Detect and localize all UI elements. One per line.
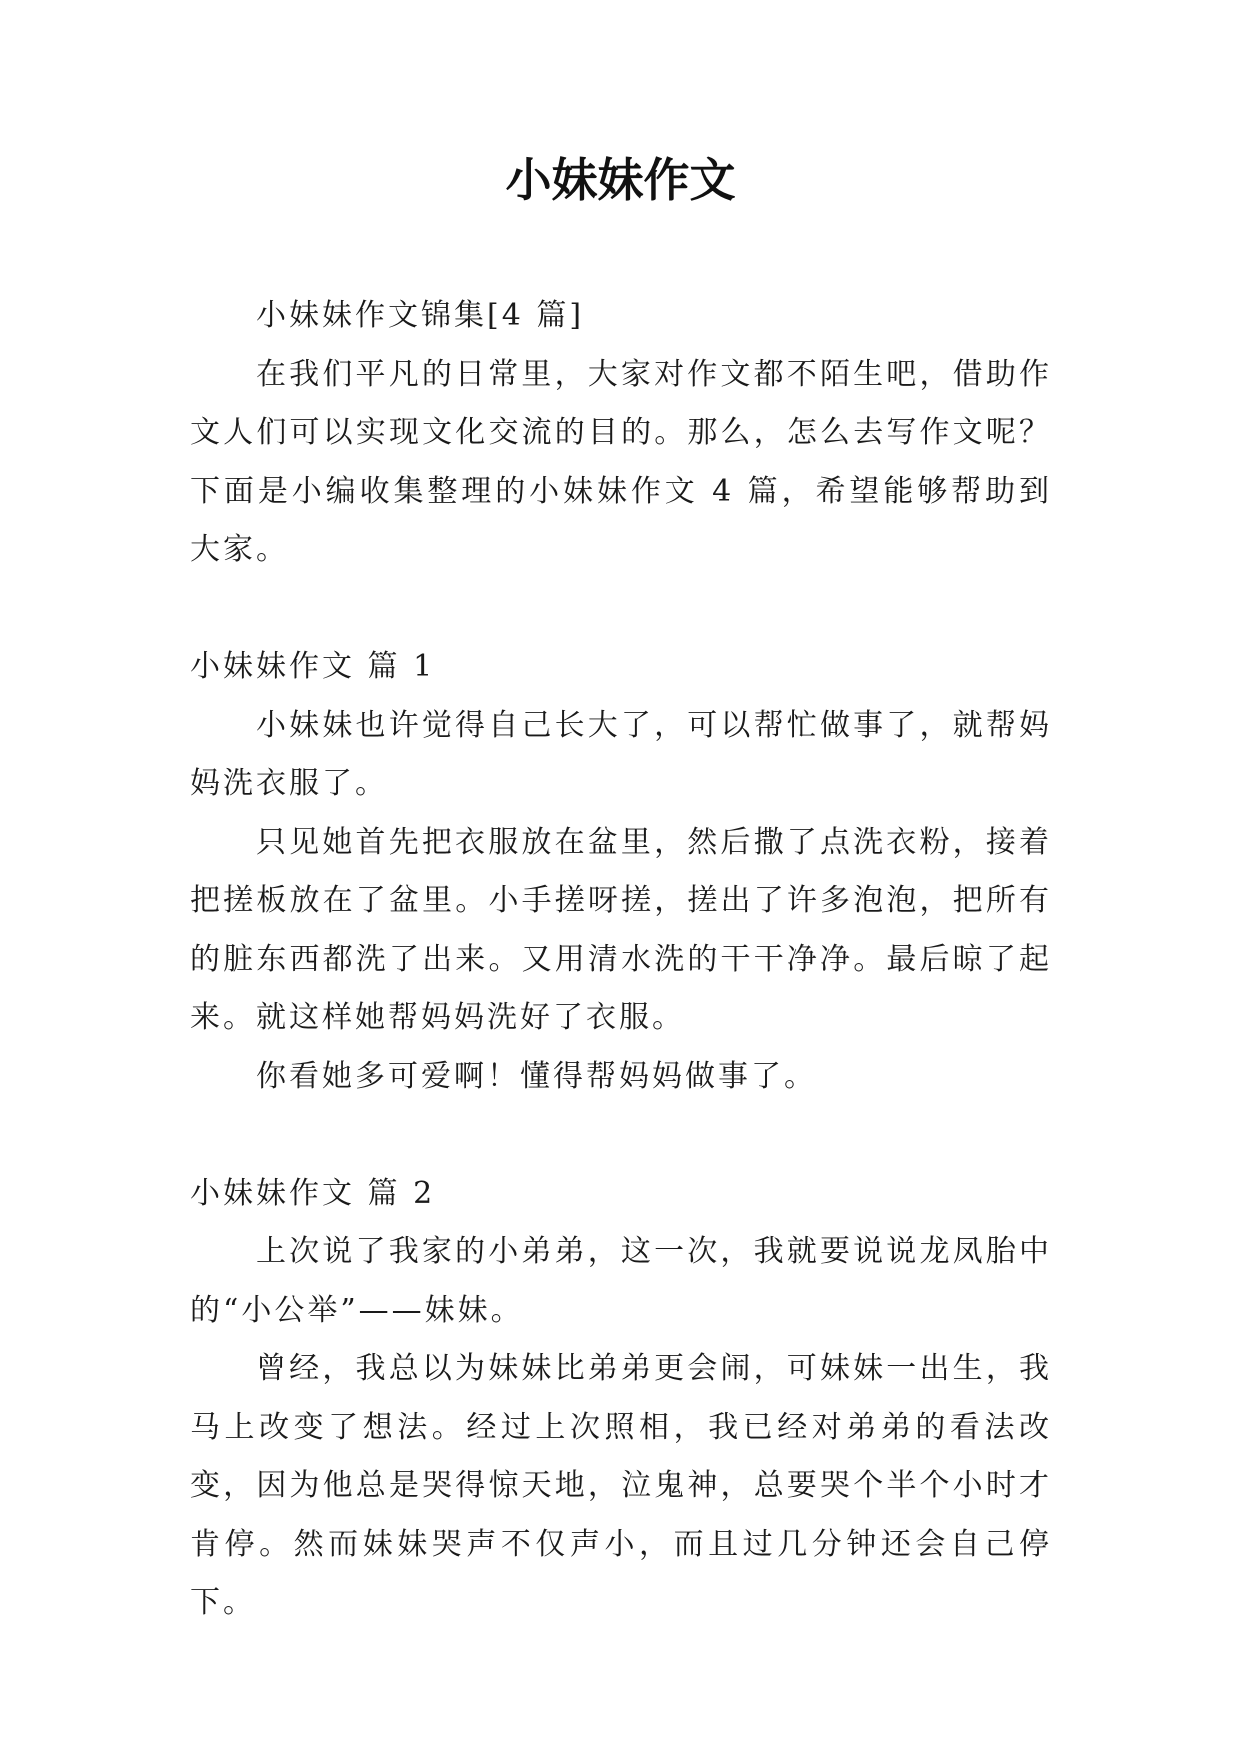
document-subtitle: 小妹妹作文锦集[4 篇] (256, 298, 585, 333)
section-2-paragraph-2: 曾经，我总以为妹妹比弟弟更会闹，可妹妹一出生，我马上改变了想法。经过上次照相，我已经对弟弟的看法改变，因为他总是哭得惊天地，泣鬼神，总要哭个半个小时才肯停。然而妹妹哭声不仅声小，而且过几分钟还会自己停下。 (190, 1351, 1052, 1620)
intro-paragraph: 在我们平凡的日常里，大家对作文都不陌生吧，借助作文人们可以实现文化交流的目的。那么，怎么去写作文呢？下面是小编收集整理的小妹妹作文 4 篇，希望能够帮助到大家。 (190, 356, 1052, 567)
section-1-paragraph-1: 小妹妹也许觉得自己长大了，可以帮忙做事了，就帮妈妈洗衣服了。 (190, 707, 1052, 801)
section-1-paragraph-3: 你看她多可爱啊！懂得帮妈妈做事了。 (256, 1058, 817, 1094)
section-heading-2: 小妹妹作文 篇 2 (190, 1175, 436, 1211)
section-spacer (190, 580, 1052, 639)
section-1-paragraph-2: 只见她首先把衣服放在盆里，然后撒了点洗衣粉，接着把搓板放在了盆里。小手搓呀搓，搓出了许多泡泡，把所有的脏东西都洗了出来。又用清水洗的干干净净。最后晾了起来。就这样她帮妈妈洗好了衣服。 (190, 824, 1052, 1035)
section-2-paragraph-1: 上次说了我家的小弟弟，这一次，我就要说说龙凤胎中的“小公举”——妹妹。 (190, 1234, 1052, 1328)
document-body (190, 287, 1052, 1633)
section-spacer (190, 1106, 1052, 1165)
document-title: 小妹妹作文 (505, 153, 736, 207)
section-heading-1: 小妹妹作文 篇 1 (190, 649, 436, 684)
